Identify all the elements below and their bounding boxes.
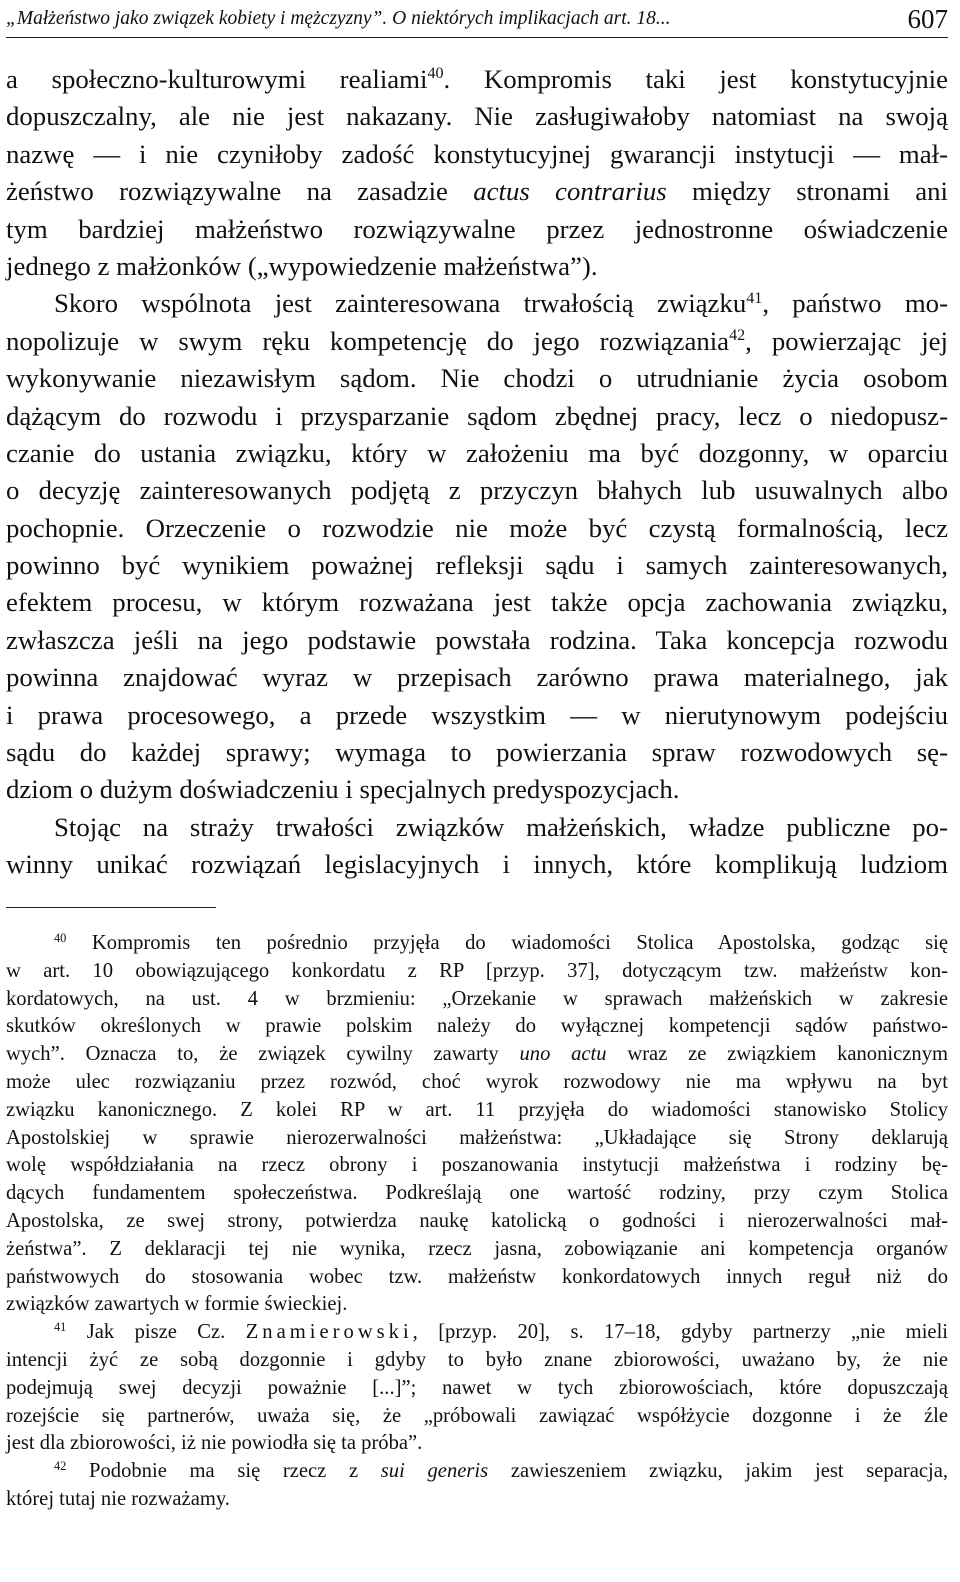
text-line: wykonywanie niezawisłym sądom. Nie chodzi o utrudnianie życia osobom: [6, 363, 948, 394]
text-line: zwłaszcza jeśli na jego podstawie powstała rodzina. Taka koncepcja rozwodu: [6, 624, 948, 655]
italic-term: sui generis: [380, 1460, 489, 1483]
footnote-line: Apostolskiej w sprawie nierozerwalności małżeństwa: „Układające się Strony deklarują: [6, 1126, 948, 1149]
footnote-line: podejmują swej decyzji poważnie [...]”; nawet w tych zbiorowościach, które dopuszczają: [6, 1376, 948, 1399]
author-name: Znamierowski: [245, 1321, 413, 1344]
footnote-line: państwowych do stosowania wobec tzw. małżeństw konkordatowych innych reguł niż do: [6, 1265, 948, 1288]
footnote-40: $^{40}$ Kompromis ten pośrednio przyjęła do wiadomości Stolica Apostolska, godząc się: [54, 930, 948, 954]
footnote-line: rozejście się partnerów, uważa się, że „próbowali zawiązać współżycie dozgonne i że źle: [6, 1404, 948, 1427]
footnote-line: żeństwa”. Z deklaracji tej nie wynika, rzecz jasna, zobowiązanie ani kompetencja organów: [6, 1237, 948, 1260]
text-line: powinna znajdować wyraz w przepisach zarówno prawa materialnego, jak: [6, 662, 948, 693]
footnote-line: wych”. Oznacza to, że związek cywilny zawarty uno actu wraz ze związkiem kanonicznym: [6, 1043, 949, 1066]
footnote-line: związków zawartych w formie świeckiej.: [6, 1293, 348, 1316]
text-line: efektem procesu, w którym rozważana jest także opcja zachowania związku,: [6, 587, 948, 618]
text-line: jednego z małżonków („wypowiedzenie małżeństwa”).: [6, 250, 598, 281]
text-line: a społeczno-kulturowymi realiami$^{40}$. Kompromis taki jest konstytucyjnie: [6, 64, 948, 94]
text-line: i prawa procesowego, a przede wszystkim — w nierutynowym podejściu: [6, 699, 948, 730]
footnote-42: $^{42}$ Podobnie ma się rzecz z sui generis zawieszeniem związku, jakim jest separacja,: [54, 1458, 948, 1483]
footnote-line: Apostolska, ze swej strony, potwierdza naukę katolicką o godności i nierozerwalności mał-: [6, 1209, 948, 1232]
footnote-line: jest dla zbiorowości, iż nie powiodła się ta próba”.: [6, 1432, 423, 1455]
footnote-line: może ulec rozwiązaniu przez rozwód, choć wyrok rozwodowy nie ma wpływu na byt: [6, 1070, 948, 1093]
footnote-number: 41: [54, 1319, 67, 1334]
footnote-ref-40[interactable]: 40: [427, 65, 444, 83]
running-header: [6, 6, 948, 34]
footnote-41: $^{41}$ Jak pisze Cz. Znamierowski, [przyp. 20], s. 17–18, gdyby partnerzy „nie mieli: [54, 1319, 949, 1344]
footnote-line: skutków określonych w prawie polskim należy do wyłącznej kompetencji sądów państwo-: [6, 1015, 948, 1038]
footnote-line: wolę współdziałania na rzecz obrony i poszanowania instytucji małżeństwa i rodziny bę-: [6, 1154, 948, 1177]
footnote-line: w art. 10 obowiązującego konkordatu z RP [przyp. 37], dotyczącym tzw. małżeństw kon-: [6, 959, 948, 982]
main-text: [6, 61, 948, 884]
footnote-line: dących fundamentem społeczeństwa. Podkreślają one wartość rodziny, przy czym Stolica: [6, 1182, 948, 1205]
text-line: o decyzję zainteresowanych podjętą z przyczyn błahych lub usuwalnych albo: [6, 475, 948, 506]
text-line: winny unikać rozwiązań legislacyjnych i innych, które komplikują ludziom: [6, 849, 948, 880]
text-line: dążącym do rozwodu i przysparzanie sądom zbędnej pracy, lecz o niedopusz-: [6, 400, 948, 431]
footnote-number: 42: [54, 1458, 67, 1473]
footnote-line: której tutaj nie rozważamy.: [6, 1487, 230, 1510]
footnote-number: 40: [54, 930, 67, 945]
paragraph-start: Stojąc na straży trwałości związków małżeńskich, władze publiczne po-: [54, 811, 948, 842]
page-number: 607: [907, 4, 948, 34]
text-line: dziom o dużym doświadczeniu i specjalnych predyspozycjach.: [6, 774, 680, 805]
text-line: tym bardziej małżeństwo rozwiązywalne przez jednostronne oświadczenie: [6, 213, 948, 244]
text-line: czanie do ustania związku, który w założeniu ma być dozgonny, w oparciu: [6, 437, 948, 468]
footnotes: [6, 930, 948, 1514]
text-line: pochopnie. Orzeczenie o rozwodzie nie może być czystą formalnością, lecz: [6, 512, 948, 543]
footnote-separator: [6, 907, 216, 908]
text-line: powinno być wynikiem poważnej refleksji sądu i samych zainteresowanych,: [6, 550, 948, 581]
footnote-line: intencji żyć ze sobą dozgonnie i gdyby to było znane zbiorowości, uważano by, że nie: [6, 1348, 948, 1371]
footnote-ref-41[interactable]: 41: [746, 289, 763, 307]
text-line: sądu do każdej sprawy; wymaga to powierzania spraw rozwodowych sę-: [6, 737, 948, 768]
text-line: dopuszczalny, ale nie jest nakazany. Nie zasługiwałoby natomiast na swoją: [6, 101, 948, 132]
text-line: żeństwo rozwiązywalne na zasadzie actus contrarius między stronami ani: [6, 176, 948, 207]
footnote-ref-42[interactable]: 42: [729, 327, 746, 345]
running-title: „Małżeństwo jako związek kobiety i mężczyzny”. O niektórych implikacjach art. 18...: [6, 8, 671, 29]
italic-term: uno actu: [519, 1043, 607, 1066]
footnote-line: związku kanonicznego. Z kolei RP w art. 11 przyjęła do wiadomości stanowisko Stolicy: [6, 1098, 948, 1121]
header-rule: [6, 37, 948, 38]
text-line: nopolizuje w swym ręku kompetencję do jego rozwiązania$^{42}$, powierzając jej: [6, 325, 948, 356]
paragraph-start: Skoro wspólnota jest zainteresowana trwałością związku$^{41}$, państwo mo-: [54, 288, 949, 319]
italic-term: actus contrarius: [473, 176, 667, 207]
text-line: nazwę — i nie czyniłoby zadość konstytucyjnej gwarancji instytucji — mał-: [6, 138, 948, 169]
footnote-line: kordatowych, na ust. 4 w brzmieniu: „Orzekanie w sprawach małżeńskich w zakresie: [6, 987, 948, 1010]
